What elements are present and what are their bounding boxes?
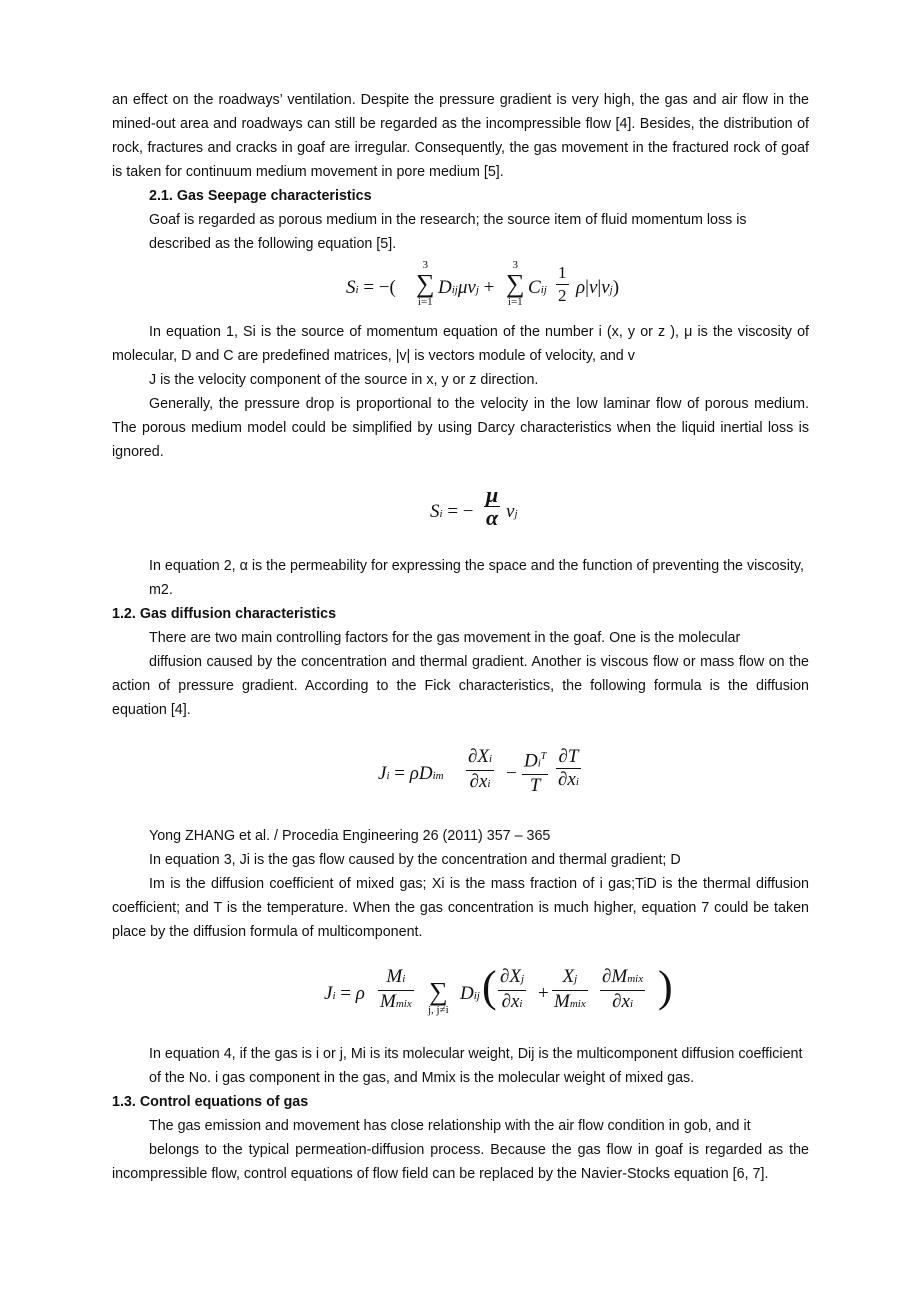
- paragraph-diffusion-coefficient: Im is the diffusion coefficient of mixed gas; Xi is the mass fraction of i gas;TiD is the thermal diffusion coefficient; and T is the temperature. When the gas concentration is much higher, equation 7 could be taken place by the diffusion formula of multicomponent.: [112, 876, 809, 940]
- paragraph-eq1-explanation: In equation 1, Si is the source of momentum equation of the number i (x, y or z ), μ is the viscosity of molecular, D and C are predefined matrices, |v| is vectors module of velocity, and v: [112, 324, 809, 364]
- paragraph-permeability: In equation 2, α is the permeability for expressing the space and the function of preventing the viscosity, m2.: [149, 558, 804, 598]
- paragraph-fick: diffusion caused by the concentration and thermal gradient. Another is viscous flow or mass flow on the action of pressure gradient. According to the Fick characteristics, the following formula is the diffusion equation [4].: [112, 654, 809, 718]
- paragraph-darcy: Generally, the pressure drop is proportional to the velocity in the low laminar flow of porous medium. The porous medium model could be simplified by using Darcy characteristics when the liquid inertial loss is ignored.: [112, 396, 809, 460]
- equation-4: Ji = ρ Mi Mmix ∑ j, j≠i Dij ( $\frac{\partial Xj}{\partial xi}$ + Xj Mmix ∂Mmix ∂xi ): [324, 962, 673, 1016]
- paragraph-controlling-factors: There are two main controlling factors for the gas movement in the goaf. One is the molecular: [149, 630, 741, 646]
- paragraph-eq3-explanation: In equation 3, Ji is the gas flow caused by the concentration and thermal gradient; D: [149, 852, 681, 868]
- section-heading-1-2: 1.2. Gas diffusion characteristics: [112, 606, 337, 622]
- equation-1: Si = −( 3 ∑ i=1 Dijμvj + 3 ∑ i=1 Cij $\frac{1}{2}$ ρ|v|vj): [346, 259, 620, 308]
- section-heading-2-1: 2.1. Gas Seepage characteristics: [149, 188, 372, 204]
- equation-2: Si = − $\frac{\mu}{\alpha}$ vj: [430, 482, 518, 530]
- paper-page: [112, 88, 809, 1186]
- equation-3: Ji = ρDim $\frac{\partial Xi}{\partial xi}$ − $Di^T$ T $\frac{\partial T}{\partial xi}$: [378, 746, 579, 797]
- paragraph-gas-emission: The gas emission and movement has close relationship with the air flow condition in gob, and it: [149, 1118, 751, 1134]
- paragraph-porous-medium: Goaf is regarded as porous medium in the research; the source item of fluid momentum loss is described as the following equation [5].: [149, 212, 747, 252]
- page-footer-citation: Yong ZHANG et al. / Procedia Engineering 26 (2011) 357 – 365: [149, 828, 551, 844]
- paragraph-navier-stokes: belongs to the typical permeation-diffusion process. Because the gas flow in goaf is regarded as the incompressible flow, control equations of flow field can be replaced by the Navier-Stocks equation [6, 7].: [112, 1142, 809, 1182]
- paragraph-intro: an effect on the roadways’ ventilation. Despite the pressure gradient is very high, the gas and air flow in the mined-out area and roadways can still be regarded as the incompressible flow [4]. Besides, the distribution of rock, fractures and cracks in goaf are irregular. Consequently, the gas movement in the fractured rock of goaf is taken for continuum medium movement in pore medium [5].: [112, 92, 809, 180]
- paragraph-velocity-component: J is the velocity component of the source in x, y or z direction.: [149, 372, 539, 388]
- section-heading-1-3: 1.3. Control equations of gas: [112, 1094, 309, 1110]
- paragraph-eq4-explanation: In equation 4, if the gas is i or j, Mi is its molecular weight, Dij is the multicomponent diffusion coefficient of the No. i gas component in the gas, and Mmix is the molecular weight of mixed gas.: [149, 1046, 803, 1086]
